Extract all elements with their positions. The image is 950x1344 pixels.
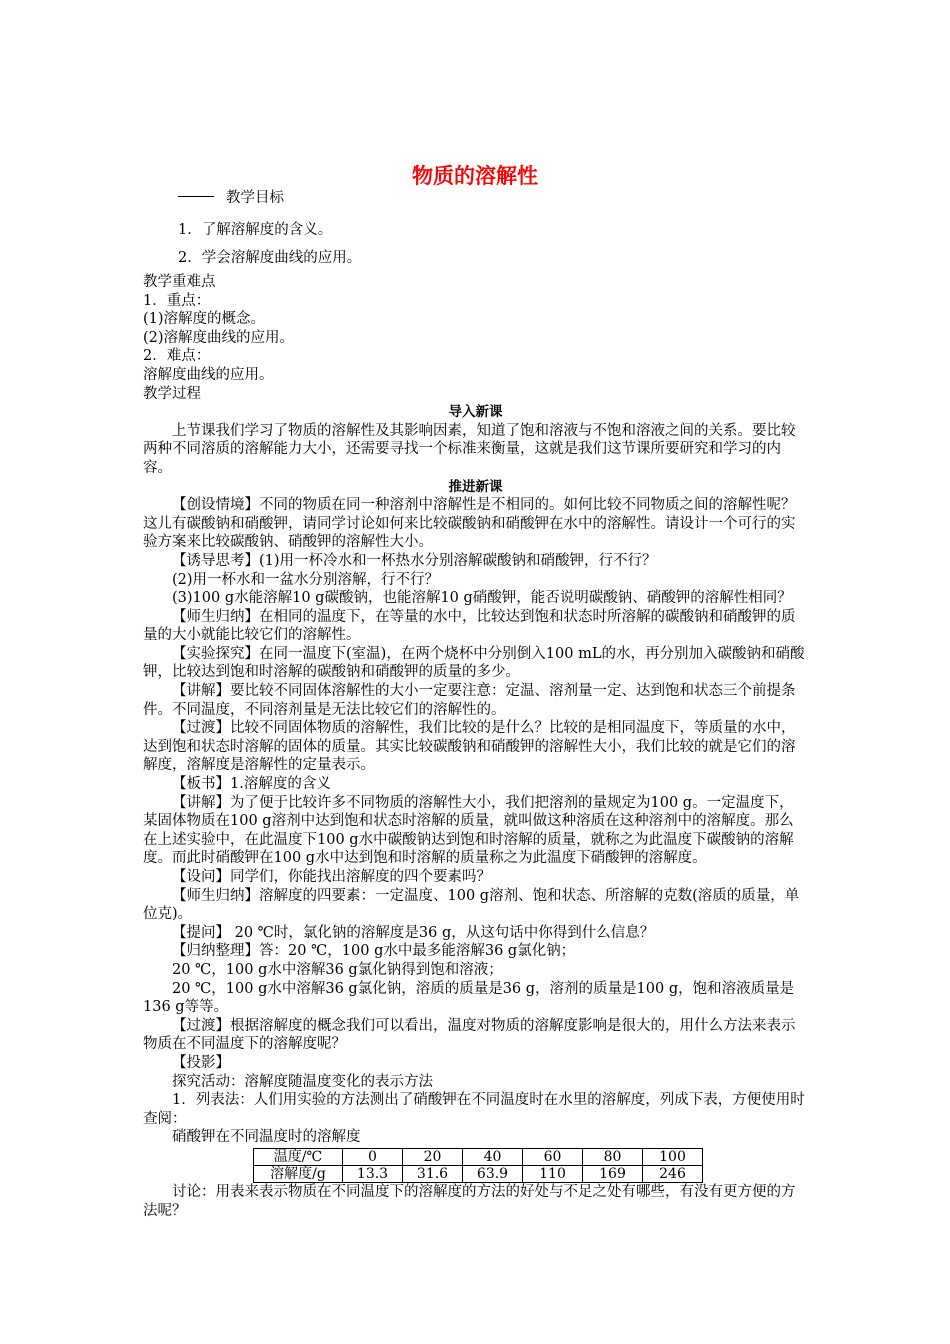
table-cell: 40 — [463, 1148, 523, 1165]
paragraph: 【板书】1.溶解度的含义 — [172, 776, 331, 793]
paragraph: 【讲解】要比较不同固体溶解性的大小一定要注意：定温、溶剂量一定、达到饱和状态三个前提条件。不同温度，不同溶剂量是无法比较它们的溶解性的。 — [143, 683, 796, 718]
table-cell: 63.9 — [463, 1165, 523, 1182]
heading-main: 推进新课 — [448, 478, 503, 495]
goal-item-2: 2．学会溶解度曲线的应用。 — [178, 250, 362, 266]
paragraph: 讨论：用表来表示物质在不同温度下的溶解度的方法的好处与不足之处有哪些，有没有更方便的方法呢？ — [143, 1183, 796, 1219]
process-title: 教学过程 — [143, 385, 201, 402]
key-points-title: 教学重难点 — [143, 274, 216, 290]
paragraph: 【讲解】为了便于比较许多不同物质的溶解性大小，我们把溶剂的量规定为100 g。一定温度下，某固体物质在100 g溶剂中达到饱和状态时溶解的质量，就叫做这种溶质在这种溶剂中的溶解度。那么在上述实验中，在此温度下100 g水中碳酸钠达到饱和时溶解的质量，就称之为此温度下碳酸钠的溶解度。而此时硝酸钾在100 g水中达到饱和时溶解的质量称之为此温度下硝酸钾的溶解度。 — [143, 794, 794, 867]
table-cell: 60 — [523, 1148, 583, 1165]
paragraph: 【投影】 — [172, 1054, 230, 1071]
section-heading-goals — [178, 186, 284, 207]
intro-paragraph: 上节课我们学习了物质的溶解性及其影响因素，知道了饱和溶液与不饱和溶液之间的关系。要比较两种不同溶质的溶解能力大小，还需要寻找一个标准来衡量，这就是我们这节课所要研究和学习的内容。 — [143, 422, 796, 476]
paragraph: (2)用一杯水和一盆水分别溶解，行不行？ — [172, 571, 440, 588]
table-cell: 169 — [583, 1165, 643, 1182]
table-caption: 硝酸钾在不同温度时的溶解度 — [172, 1129, 361, 1146]
document-body — [143, 273, 808, 1220]
table-cell: 31.6 — [403, 1165, 463, 1182]
paragraph: (3)100 g水能溶解10 g碳酸钠，也能溶解10 g硝酸钾，能否说明碳酸钠、硝酸钾的溶解性相同？ — [172, 590, 792, 607]
table-cell: 110 — [523, 1165, 583, 1182]
paragraph: 【创设情境】不同的物质在同一种溶剂中溶解性是不相同的。如何比较不同物质之间的溶解性呢？这儿有碳酸钠和硝酸钾，请同学讨论如何来比较碳酸钠和硝酸钾在水中的溶解性。请设计一个可行的实验方案来比较碳酸钠、硝酸钾的溶解性大小。 — [143, 497, 796, 551]
paragraph: 20 ℃，100 g水中溶解36 g氯化钠，溶质的质量是36 g，溶剂的质量是100 g，饱和溶液质量是136 g等等。 — [143, 980, 795, 1016]
table-cell: 溶解度/g — [254, 1165, 343, 1182]
paragraph: 【过渡】比较不同固体物质的溶解性，我们比较的是什么？比较的是相同温度下，等质量的水中，达到饱和状态时溶解的固体的质量。其实比较碳酸钠和硝酸钾的溶解性大小，我们比较的就是它们的溶解度，溶解度是溶解性的定量表示。 — [143, 720, 796, 774]
table-cell: 温度/℃ — [254, 1148, 343, 1165]
table-cell: 13.3 — [343, 1165, 403, 1182]
table-row — [254, 1165, 703, 1182]
table-row — [254, 1148, 703, 1165]
table-cell: 0 — [343, 1148, 403, 1165]
heading-intro: 导入新课 — [448, 404, 503, 421]
key-points-line: 1．重点： — [143, 292, 211, 309]
key-points-line: (2)溶解度曲线的应用。 — [143, 329, 295, 346]
paragraph: 【实验探究】在同一温度下(室温)，在两个烧杯中分别倒入100 mL的水，再分别加入碳酸钠和硝酸钾，比较达到饱和时溶解的碳酸钠和硝酸钾的质量的多少。 — [143, 645, 805, 681]
paragraph: 【师生归纳】在相同的温度下，在等量的水中，比较达到饱和状态时所溶解的碳酸钠和硝酸钾的质量的大小就能比较它们的溶解性。 — [143, 608, 796, 644]
document-title: 物质的溶解性 — [412, 164, 538, 188]
paragraph: 【设问】同学们，你能找出溶解度的四个要素吗？ — [172, 869, 491, 885]
key-points-line: 溶解度曲线的应用。 — [143, 366, 274, 383]
table-cell: 246 — [643, 1165, 703, 1182]
paragraph: 【诱导思考】(1)用一杯冷水和一杯热水分别溶解碳酸钠和硝酸钾，行不行？ — [172, 552, 657, 569]
paragraph: 【师生归纳】溶解度的四要素：一定温度、100 g溶剂、饱和状态、所溶解的克数(溶质的质量，单位克)。 — [143, 887, 800, 923]
paragraph: 探究活动：溶解度随温度变化的表示方法 — [172, 1073, 433, 1090]
goal-item-1: 1．了解溶解度的含义。 — [178, 222, 333, 238]
table-cell: 80 — [583, 1148, 643, 1165]
heading-dash — [178, 196, 214, 197]
key-points-line: (1)溶解度的概念。 — [143, 311, 266, 328]
paragraph: 【过渡】根据溶解度的概念我们可以看出，温度对物质的溶解度影响是很大的，用什么方法来表示物质在不同温度下的溶解度呢？ — [143, 1017, 796, 1053]
paragraph: 【提问】 20 ℃时，氯化钠的溶解度是36 g，从这句话中你得到什么信息？ — [172, 924, 655, 941]
table-cell: 100 — [643, 1148, 703, 1165]
paragraph: 【归纳整理】答：20 ℃，100 g水中最多能溶解36 g氯化钠； — [172, 943, 576, 960]
paragraph: 1．列表法：人们用实验的方法测出了硝酸钾在不同温度时在水里的溶解度，列成下表，方便使用时查阅： — [143, 1092, 805, 1127]
key-points-line: 2．难点： — [143, 348, 211, 365]
table-cell: 20 — [403, 1148, 463, 1165]
section-heading-text: 教学目标 — [226, 190, 284, 206]
solubility-table — [253, 1148, 703, 1183]
paragraph: 20 ℃，100 g水中溶解36 g氯化钠得到饱和溶液； — [172, 961, 503, 978]
